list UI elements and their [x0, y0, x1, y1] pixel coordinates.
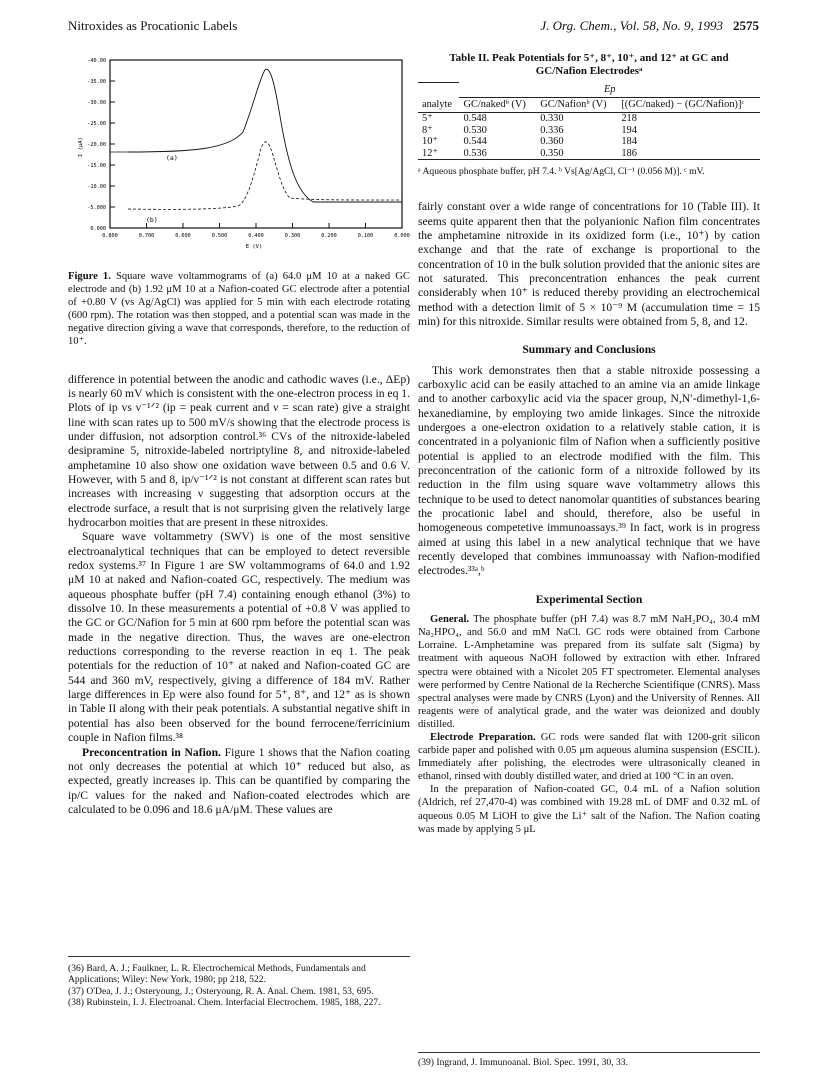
x-tick-label: 0.300 — [284, 233, 301, 239]
curve-b-label: (b) — [146, 216, 158, 224]
table-cell: 184 — [621, 136, 637, 148]
body-paragraph: fairly constant over a wide range of concentrations for 10 (Table III). It seems quite apparent then that the polyanionic Nafion film concentrates the amphetamine nitroxide in its oxidized form (i.e., 10⁺) by cation exchange and that the rate of exchange is proportional to the concentration of 10 in the bulk solution provided that the anionic sites are not saturated. This preconcentration enhances the peak current considerably when 10⁺ is reduced thereby providing an electrochemical method with a detection limit of 5 × 10⁻⁹ M (accumulation time = 15 min) for this nitroxide. Similar results were obtained from 5, 8, and 12. — [418, 200, 760, 328]
table-ep-header: Ep — [459, 83, 760, 98]
running-head-title: Nitroxides as Procationic Labels — [68, 18, 238, 33]
table-body — [418, 113, 760, 160]
table-cell: 218 — [621, 113, 637, 125]
curve-a-label: (a) — [166, 154, 178, 162]
curve-b — [128, 142, 402, 210]
y-axis-ticks — [87, 58, 115, 232]
left-column — [68, 52, 410, 817]
table-cell: 186 — [617, 148, 760, 160]
x-tick-label: 0.500 — [211, 233, 228, 239]
body-paragraph — [418, 731, 760, 783]
body-paragraph: difference in potential between the anodic and cathodic waves (i.e., ΔEp) is nearly 60 mV which is consistent with the one-electron process in eq 1. Plots of ip vs ν⁻¹ᐟ² (ip = peak current and ν = scan rate) give a straight line with scan rates up to 500 mV/s showing that the electrode process is under diffusion, not adsorption control.³⁶ CVs of the nitroxide-labeled desipramine 5, nitroxide-labeled nortriptyline 8, and nitroxide-labeled amphetamine 10 also show one oxidation wave between 0.5 and 0.6 V. However, with 5 and 8, ip/ν⁻¹ᐟ² is not constant at different scan rates but increases with increasing ν suggesting that adsorption occurs at the electrode surface, a result that is not surprising given the relatively large hydrocarbon moities that are present in these nitroxides. — [68, 372, 410, 529]
x-tick-label: 0.000 — [394, 233, 410, 239]
table-cell: 8⁺ — [422, 124, 433, 136]
table-footnote: ᵃ Aqueous phosphate buffer, pH 7.4. ᵇ Vs[Ag/AgCl, Cl⁻¹ (0.056 M)]. ᶜ mV. — [418, 166, 705, 178]
y-tick-label: -10.00 — [87, 184, 106, 190]
table-row — [418, 125, 760, 137]
table-col-nafion: GC/Nafionᵇ (V) — [536, 97, 617, 112]
x-tick-label: 0.100 — [357, 233, 374, 239]
section-title-summary: Summary and Conclusions — [522, 343, 656, 357]
y-tick-label: -15.00 — [87, 163, 106, 169]
table-title — [418, 52, 760, 78]
body-paragraph — [418, 613, 760, 731]
table-cell: 0.536 — [459, 148, 536, 160]
table-col-difference: [(GC/naked) − (GC/Nafion)]ᶜ — [617, 97, 760, 112]
y-tick-label: -35.00 — [87, 79, 106, 85]
y-tick-label: -30.00 — [87, 100, 106, 106]
body-paragraph: This work demonstrates then that a stable nitroxide possessing a carboxylic acid can be easily attached to an amine via an amide linkage and to another carboxylic acid via the spacer group, N,N′-dimethyl-1,6-hexanediamine, by employing two amide linkages. Since the nitroxide undergoes a one-electron oxidation to a relatively stable cation, it is concentrated in a polyanionic film of Nafion when a sufficiently positive potential is applied to an electrode modified with the film. This preconcentration of the cationic form of a nitroxide followed by its reduction in the film using square wave voltammetry allows this technique to be used to detect nanomolar quantities of substances bearing the procationic label and should, therefore, also be useful in homogeneous competetive immunoassays.³⁹ In fact, work is in progress aimed at using this label in a new analytical technique that we have recently developed that combines immunoassay with Nafion-modified electrodes.³³ᵃ,ᵇ — [418, 363, 760, 578]
subsection-title: Electrode Preparation. — [430, 731, 536, 743]
y-tick-label: -25.00 — [87, 121, 106, 127]
table-cell: 12⁺ — [418, 148, 459, 160]
table-row — [418, 136, 760, 148]
body-paragraph: Square wave voltammetry (SWV) is one of the most sensitive electroanalytical techniques that can be employed to detect reversible redox systems.³⁷ In Figure 1 are SW voltammograms of 64.0 and 1.92 μM 10 at naked and Nafion-coated GC, respectively. The medium was aqueous phosphate buffer (pH 7.4) containing enough ethanol (3%) to dissolve 10. In these measurements a potential of +0.8 V was applied to the GC or GC/Nafion for 5 min at 600 rpm before the potential scan was made in the negative direction. Thus, the waves are one-electron reductions corresponding to the reverse reaction in eq 1. The peak potentials for the reduction of 10⁺ at naked and Nafion-coated GC are 544 and 360 mV, respectively, giving a difference of 184 mV. Rather large differences in Ep were also found for 5⁺, 8⁺, and 12⁺ as is shown in Table II along with their peak potentials. A substantial negative shift in potential has also been observed for the bound ferrocene/ferricinium couple in Nafion films.³⁸ — [68, 530, 410, 745]
subsection-title: General. — [430, 614, 470, 626]
y-tick-label: 0.000 — [90, 226, 106, 232]
table-cell: 5⁺ — [422, 113, 433, 125]
subsection-title: Preconcentration in Nafion. — [82, 745, 221, 759]
experimental-section — [418, 613, 760, 836]
body-paragraph: In the preparation of Nafion-coated GC, 0.4 mL of a Nafion solution (Aldrich, ref 27,470-4) was combined with 19.28 mL of DMF and 0.32 mL of aqueous 0.05 M LiOH to give the Li⁺ salt of the Nafion. The Nafion coating was made by applying 5 μL — [418, 784, 760, 835]
y-tick-label: -40.00 — [87, 58, 106, 64]
x-tick-label: 0.800 — [102, 233, 118, 239]
footnote-right: (39) Ingrand, J. Immunoanal. Biol. Spec. 1991, 30, 33. — [418, 1052, 760, 1068]
table-cell: 0.548 — [463, 113, 487, 125]
y-tick-label: -20.00 — [87, 142, 106, 148]
table-corner — [418, 83, 459, 98]
table-cell: 194 — [621, 124, 637, 136]
voltammogram-plot — [68, 52, 410, 252]
x-axis-label: E (V) — [245, 244, 263, 250]
curve-a — [128, 69, 402, 202]
table-cell: 10⁺ — [422, 136, 438, 148]
y-axis-label: I (µA) — [78, 137, 84, 157]
running-head-journal — [540, 18, 759, 34]
footnote: (36) Bard, A. J.; Faulkner, L. R. Electrochemical Methods, Fundamentals and Applications; Wiley: New York, 1980; pp 218, 522. — [68, 963, 366, 986]
table-cell: 0.330 — [540, 113, 564, 125]
table-cell: 0.544 — [463, 136, 487, 148]
footnote: (37) O'Dea, J. J.; Osteryoung, J.; Osteryoung, R. A. Anal. Chem. 1981, 53, 695. — [68, 985, 374, 997]
caption-text: Square wave voltammograms of (a) 64.0 μM 10 at a naked GC electrode and (b) 1.92 μM 10 at a Nafion-coated GC electrode after a potential of +0.80 V (vs Ag/AgCl) was applied for 5 min with each electrode rotating (600 rpm). The rotation was then stopped, and a potential scan was made in the negative direction giving a wave that corresponds, therefore, to the reduction of 10⁺. — [68, 271, 410, 348]
x-tick-label: 0.700 — [138, 233, 155, 239]
table-row — [418, 113, 760, 125]
table-title-line: Table II. Peak Potentials for 5⁺, 8⁺, 10⁺, and 12⁺ at GC and — [449, 52, 729, 64]
table-col-naked: GC/nakedᵇ (V) — [459, 97, 536, 112]
subsection-text: Figure 1 shows that the Nafion coating not only decreases the potential at which 10⁺ reduced but also, as expected, greatly increases ip. This can be quantified by comparing the ip/C values for the naked and Nafion-coated electrodes which are calculated to be 0.096 and 18.6 μA/μM. These values are — [68, 745, 410, 816]
y-tick-label: -5.000 — [87, 205, 106, 211]
x-tick-label: 0.400 — [248, 233, 264, 239]
table-col-analyte: analyte — [418, 97, 459, 112]
x-tick-label: 0.600 — [175, 233, 191, 239]
section-title-experimental: Experimental Section — [535, 592, 643, 606]
table-cell: 0.336 — [540, 124, 564, 136]
body-paragraph — [68, 746, 410, 818]
caption-label: Figure 1. — [68, 271, 111, 282]
table-cell: 0.530 — [463, 124, 487, 136]
table-cell: 0.360 — [540, 136, 564, 148]
figure-caption — [68, 270, 410, 349]
right-column — [418, 52, 760, 836]
subsection-text: GC rods were sanded flat with 1200-grit silicon carbide paper and polished with 0.05 μm aqueous alumina suspension (ESCIL). Immediately after polishing, the electrodes were ultrasonically cleaned in ethanol, rinsed with doubly distilled water, and dried at 100 °C in an oven. — [418, 731, 760, 783]
table-title-line: GC/Nafion Electrodesᵃ — [535, 65, 643, 77]
table-cell: 0.350 — [536, 148, 617, 160]
journal-citation: J. Org. Chem., Vol. 58, No. 9, 1993 — [540, 18, 723, 33]
table-row — [418, 148, 760, 160]
footnotes-left — [68, 956, 410, 1009]
page-number: 2575 — [733, 18, 759, 33]
subsection-text: The phosphate buffer (pH 7.4) was 8.7 mM NaH₂PO₄, 30.4 mM Na₂HPO₄, and 56.0 and mM NaCl. GC rods were obtained from Carbone Lorraine. L-Amphetamine was prepared from its sulfate salt (Sigma) by treatment with aqueous NaOH followed by extraction with ether. Infrared spectra were obtained with a Nicolet 205 FT spectrometer. Elemental analyses were performed by Centre National de la Recherche Scientifique (CNRS). Mass spectral analyses were made by CNRS (Lyon) and the University of Rennes. All reagents were of analytical grade, and the water was deionized and doubly distilled. — [418, 614, 760, 730]
figure-1 — [68, 52, 410, 252]
footnote: (38) Rubinstein, I. J. Electroanal. Chem. Interfacial Electrochem. 1985, 188, 227. — [68, 997, 381, 1009]
x-tick-label: 0.200 — [321, 233, 337, 239]
x-axis-ticks — [102, 223, 410, 239]
plot-frame — [110, 60, 402, 228]
table-ii — [418, 82, 760, 160]
